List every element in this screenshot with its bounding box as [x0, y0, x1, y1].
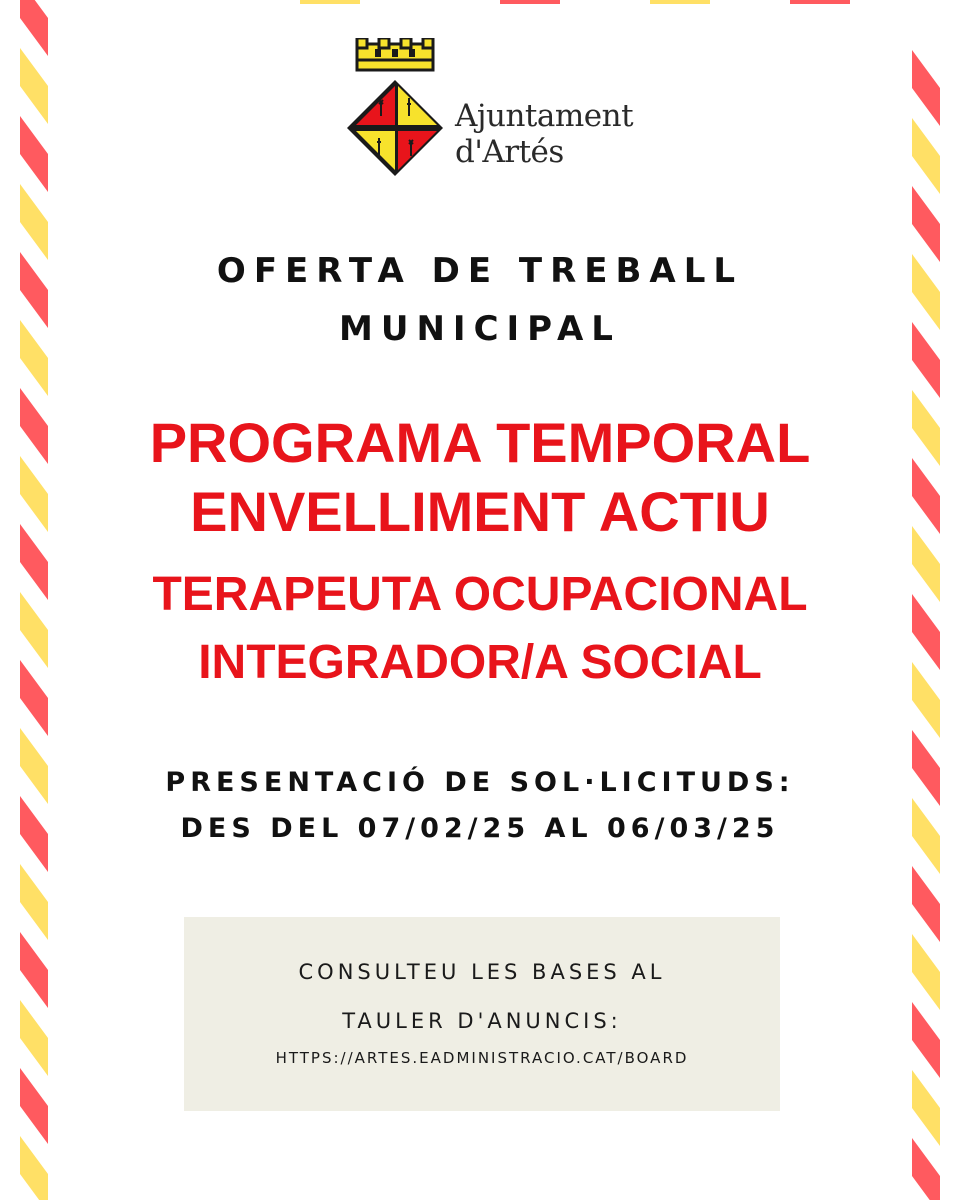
wordmark-line-1: Ajuntament [455, 98, 634, 134]
border-stripe [20, 932, 48, 1008]
heading-line-1: OFERTA DE TREBALL [216, 251, 744, 291]
border-stripe [912, 1002, 940, 1078]
notice-line-2: TAULER D'ANUNCIS: [342, 1009, 622, 1033]
border-stripe [20, 1136, 48, 1200]
border-stripe [912, 934, 940, 1010]
wordmark-line-2: d'Artés [455, 134, 564, 170]
border-stripe [912, 866, 940, 942]
border-stripe [20, 1068, 48, 1144]
border-stripe [20, 864, 48, 940]
program-title-line-1: PROGRAMA TEMPORAL [149, 411, 811, 474]
notice-line-1: CONSULTEU LES BASES AL [298, 960, 666, 984]
notice-board-link[interactable]: HTTPS://ARTES.EADMINISTRACIO.CAT/BOARD [275, 1049, 689, 1067]
border-stripe [912, 50, 940, 126]
border-stripe [20, 1000, 48, 1076]
notice-box [184, 917, 780, 1111]
program-title-line-2: ENVELLIMENT ACTIU [190, 480, 770, 543]
border-stripe [20, 48, 48, 124]
shield-icon [347, 80, 443, 176]
crown-icon [357, 38, 433, 70]
border-stripe [912, 118, 940, 194]
position-line-1: TERAPEUTA OCUPACIONAL [152, 568, 808, 621]
border-stripe [912, 1138, 940, 1200]
border-stripe [912, 1070, 940, 1146]
border-stripe [20, 116, 48, 192]
applications-label: PRESENTACIÓ DE SOL·LICITUDS: [165, 767, 795, 798]
heading-line-2: MUNICIPAL [339, 309, 621, 349]
ajuntament-wordmark [455, 98, 633, 170]
border-stripe [20, 0, 48, 56]
top-stripe-border [0, 0, 960, 6]
applications-dates: DES DEL 07/02/25 AL 06/03/25 [180, 813, 780, 844]
position-line-2: INTEGRADOR/A SOCIAL [198, 636, 762, 689]
